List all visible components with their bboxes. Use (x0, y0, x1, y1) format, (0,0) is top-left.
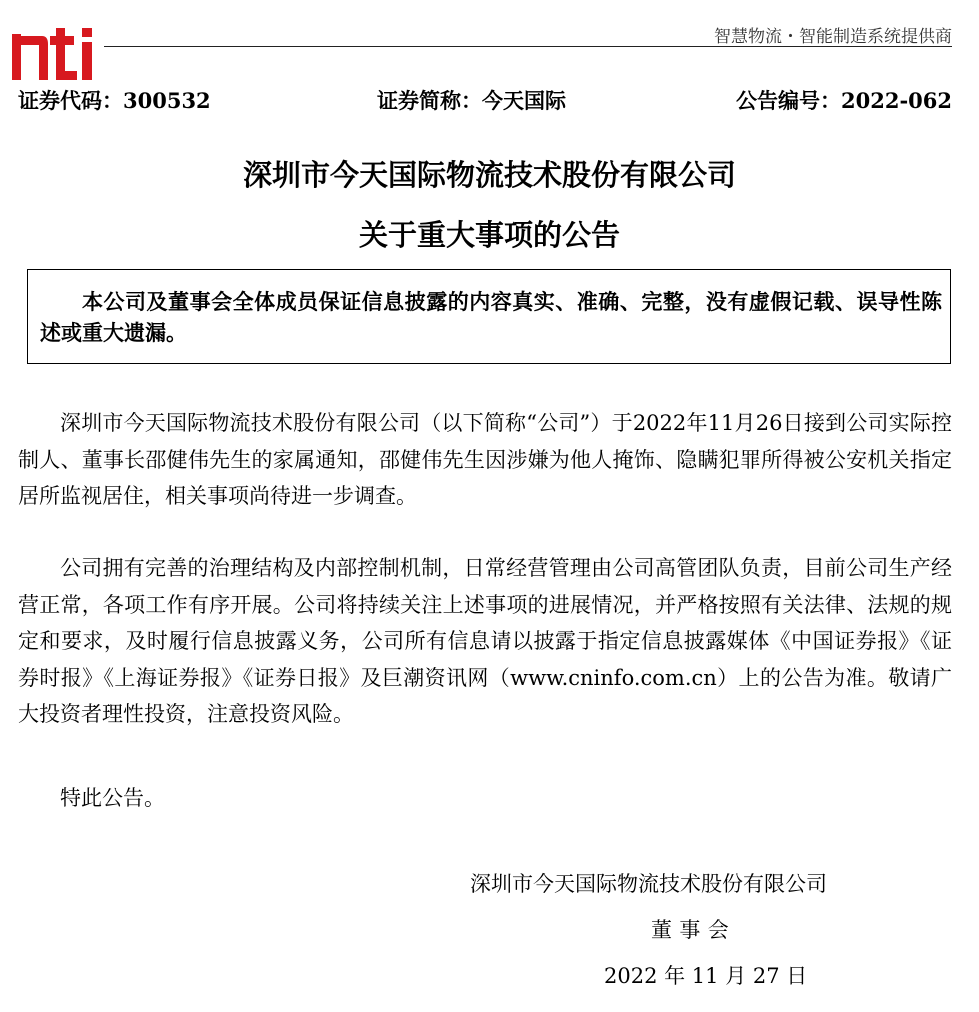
stock-code: 证券代码：300532 (18, 88, 211, 113)
disclosure-statement-box: 本公司及董事会全体成员保证信息披露的内容真实、准确、完整，没有虚假记载、误导性陈述或重大遗漏。 (27, 269, 951, 364)
signature-company: 深圳市今天国际物流技术股份有限公司 (470, 872, 827, 896)
header-divider (104, 46, 952, 47)
company-logo (12, 28, 98, 80)
announcement-number: 公告编号：2022-062 (736, 88, 952, 113)
signature-board: 董事会 (651, 918, 737, 942)
body-paragraph-1: 深圳市今天国际物流技术股份有限公司（以下简称“公司”）于2022年11月26日接到公司实际控制人、董事长邵健伟先生的家属通知，邵健伟先生因涉嫌为他人掩饰、隐瞒犯罪所得被公安机关指定居所监视居住，相关事项尚待进一步调查。 (18, 411, 952, 508)
signature-date: 2022 年 11 月 27 日 (604, 964, 808, 988)
body-paragraph-closing: 特此公告。 (60, 786, 165, 810)
company-tagline: 智慧物流・智能制造系统提供商 (714, 27, 952, 47)
document-title-company: 深圳市今天国际物流技术股份有限公司 (242, 158, 736, 192)
document-title-subject: 关于重大事项的公告 (358, 218, 620, 252)
body-paragraph-2: 公司拥有完善的治理结构及内部控制机制，日常经营管理由公司高管团队负责，目前公司生产经营正常，各项工作有序开展。公司将持续关注上述事项的进展情况，并严格按照有关法律、法规的规定和要求，及时履行信息披露义务，公司所有信息请以披露于指定信息披露媒体《中国证券报》《证券时报》《上海证券报》《证券日报》及巨潮资讯网（www.cninfo.com.cn）上的公告为准。敬请广大投资者理性投资，注意投资风险。 (18, 556, 952, 726)
stock-abbreviation: 证券简称：今天国际 (377, 88, 566, 113)
